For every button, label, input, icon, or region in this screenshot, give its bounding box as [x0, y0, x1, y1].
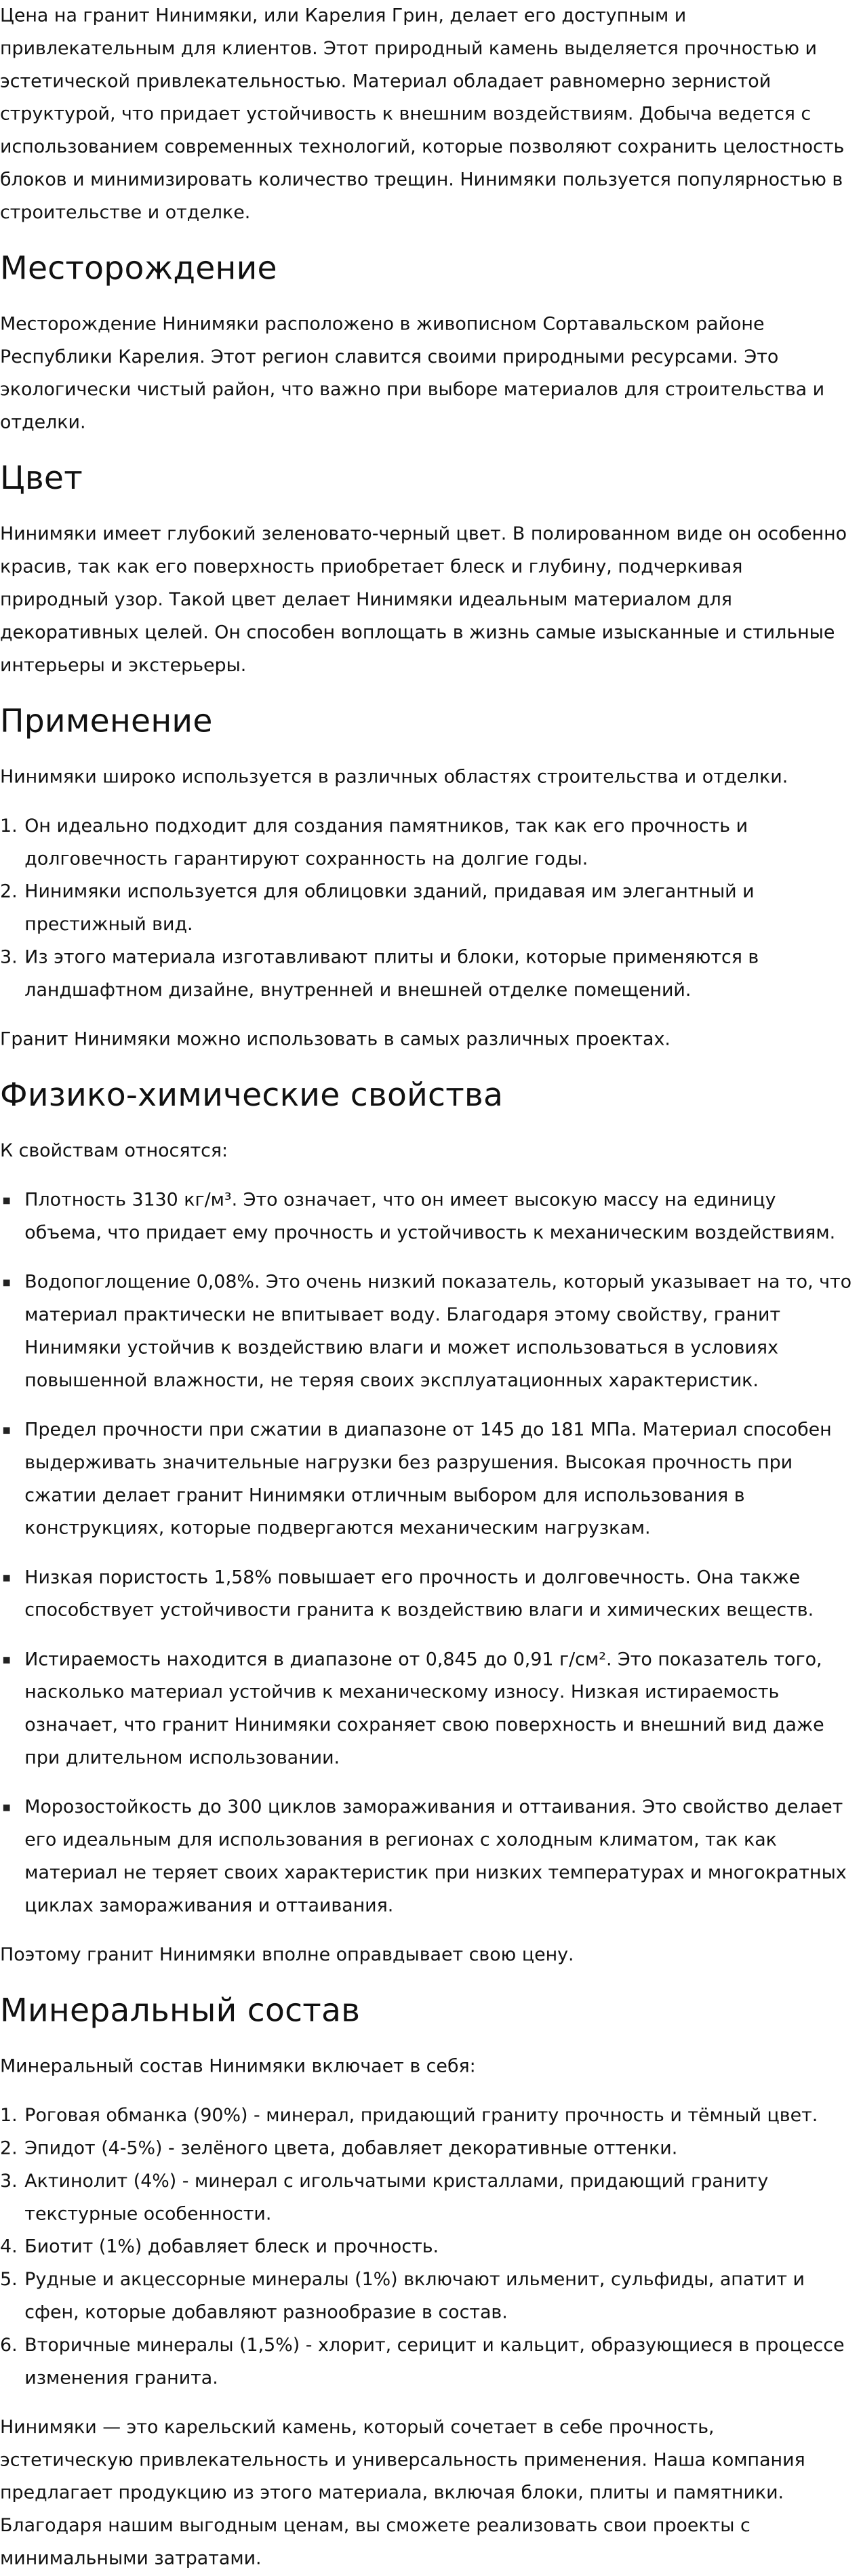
list-number: 1. [0, 2104, 18, 2127]
minerals-outro: Нинимяки — это карельский камень, который сочетает в себе прочность, эстетическую привлекательность и универсальность применения. Наша компания предлагает продукцию из этого материала, включая блоки, плиты и памятники. Благодаря нашим выгодным ценам, вы сможете реализовать свои проекты с минимальными затратами. [0, 2416, 805, 2569]
bullet-marker [3, 1657, 10, 1664]
list-item [0, 942, 853, 1007]
list-number: 2. [0, 881, 18, 902]
intro-paragraph: Цена на гранит Нинимяки, или Карелия Грин, делает его доступным и привлекательным для клиентов. Этот природный камень выделяется прочностью и эстетической привлекательностью. Материал обладает равномерно зернистой структурой, что придает устойчивость к внешним воздействиям. Добыча ведется с использованием современных технологий, которые позволяют сохранить целостность блоков и минимизировать количество трещин. Нинимяки пользуется популярностью в строительстве и отделке. [0, 5, 845, 224]
list-item [0, 2329, 853, 2395]
bullet-marker [3, 1198, 10, 1205]
list-item-text: Низкая пористость 1,58% повышает его прочность и долговечность. Она также способствует устойчивости гранита к воздействию влаги и химических веществ. [24, 1567, 814, 1621]
list-number: 4. [0, 2236, 18, 2257]
list-item [0, 1184, 853, 1250]
list-item-text: Вторичные минералы (1,5%) - хлорит, серицит и кальцит, образующиеся в процессе изменения гранита. [24, 2334, 845, 2389]
properties-outro: Поэтому гранит Нинимяки вполне оправдывает свою цену. [0, 1944, 574, 1966]
list-number: 1. [0, 815, 18, 837]
list-item-text: Истираемость находится в диапазоне от 0,845 до 0,91 г/см². Это показатель того, насколько материал устойчив к механическому износу. Низкая истираемость означает, что гранит Нинимяки сохраняет свою поверхность и внешний вид даже при длительном использовании. [24, 1649, 824, 1769]
list-item-text: Он идеально подходит для создания памятников, так как его прочность и долговечность гарантируют сохранность на долгие годы. [24, 815, 748, 870]
list-item-text: Плотность 3130 кг/м³. Это означает, что он имеет высокую массу на единицу объема, что придает ему прочность и устойчивость к механическим воздействиям. [24, 1189, 836, 1244]
list-item [0, 810, 853, 876]
list-item [0, 2165, 853, 2231]
usage-intro: Нинимяки широко используется в различных областях строительства и отделки. [0, 766, 788, 788]
list-item [0, 2133, 853, 2165]
list-item [0, 876, 853, 942]
list-item-text: Нинимяки используется для облицовки зданий, придавая им элегантный и престижный вид. [24, 881, 755, 935]
minerals-intro: Минеральный состав Нинимяки включает в себя: [0, 2055, 476, 2077]
list-item-text: Биотит (1%) добавляет блеск и прочность. [24, 2236, 439, 2257]
list-item [0, 2231, 853, 2263]
color-heading: Цвет [0, 459, 83, 498]
list-item [0, 1792, 853, 1923]
usage-heading: Применение [0, 702, 213, 740]
list-item [0, 2264, 853, 2330]
list-number: 3. [0, 2170, 18, 2192]
minerals-list [0, 2100, 853, 2396]
list-item-text: Из этого материала изготавливают плиты и блоки, которые применяются в ландшафтном дизайне, внутренней и внешней отделке помещений. [24, 946, 759, 1001]
usage-list [0, 810, 853, 1007]
list-item-text: Морозостойкость до 300 циклов замораживания и оттаивания. Это свойство делает его идеальным для использования в регионах с холодным климатом, так как материал не теряет своих характеристик при низких температурах и многократных циклах замораживания и оттаивания. [24, 1796, 847, 1916]
bullet-marker [3, 1427, 10, 1434]
list-item-text: Предел прочности при сжатии в диапазоне от 145 до 181 МПа. Материал способен выдерживать значительные нагрузки без разрушения. Высокая прочность при сжатии делает гранит Нинимяки отличным выбором для использования в конструкциях, которые подвергаются механическим нагрузкам. [24, 1419, 832, 1539]
list-number: 5. [0, 2268, 18, 2291]
usage-outro: Гранит Нинимяки можно использовать в самых различных проектах. [0, 1028, 670, 1050]
list-item [0, 1414, 853, 1546]
properties-heading: Физико-химические свойства [0, 1076, 504, 1114]
properties-intro: К свойствам относятся: [0, 1140, 228, 1162]
list-item-text: Рудные и акцессорные минералы (1%) включают ильменит, сульфиды, апатит и сфен, которые добавляют разнообразие в состав. [24, 2268, 805, 2323]
list-item [0, 2100, 853, 2133]
list-number: 3. [0, 946, 18, 968]
list-item-text: Эпидот (4-5%) - зелёного цвета, добавляет декоративные оттенки. [24, 2137, 678, 2159]
list-item-text: Актинолит (4%) - минерал с игольчатыми кристаллами, придающий граниту текстурные особенности. [24, 2170, 769, 2225]
list-number: 2. [0, 2137, 18, 2159]
list-item [0, 1266, 853, 1398]
properties-list [0, 1184, 853, 1923]
color-paragraph: Нинимяки имеет глубокий зеленовато-черный цвет. В полированном виде он особенно красив, так как его поверхность приобретает блеск и глубину, подчеркивая природный узор. Такой цвет делает Нинимяки идеальным материалом для декоративных целей. Он способен воплощать в жизнь самые изысканные и стильные интерьеры и экстерьеры. [0, 523, 847, 677]
list-number: 6. [0, 2334, 18, 2356]
bullet-marker [3, 1575, 10, 1582]
list-item [0, 1562, 853, 1628]
list-item-text: Водопоглощение 0,08%. Это очень низкий показатель, который указывает на то, что материал практически не впитывает воду. Благодаря этому свойству, гранит Нинимяки устойчив к воздействию влаги и может использоваться в условиях повышенной влажности, не теряя своих эксплуатационных характеристик. [24, 1271, 852, 1392]
deposit-paragraph: Месторождение Нинимяки расположено в живописном Сортавальском районе Республики Карелия. Этот регион славится своими природными ресурсами. Это экологически чистый район, что важно при выборе материалов для строительства и отделки. [0, 313, 825, 433]
list-item [0, 1644, 853, 1775]
list-item-text: Роговая обманка (90%) - минерал, придающий граниту прочность и тёмный цвет. [24, 2104, 818, 2127]
minerals-heading: Минеральный состав [0, 1991, 361, 2030]
bullet-marker [3, 1805, 10, 1811]
bullet-marker [3, 1280, 10, 1287]
deposit-heading: Месторождение [0, 249, 277, 287]
